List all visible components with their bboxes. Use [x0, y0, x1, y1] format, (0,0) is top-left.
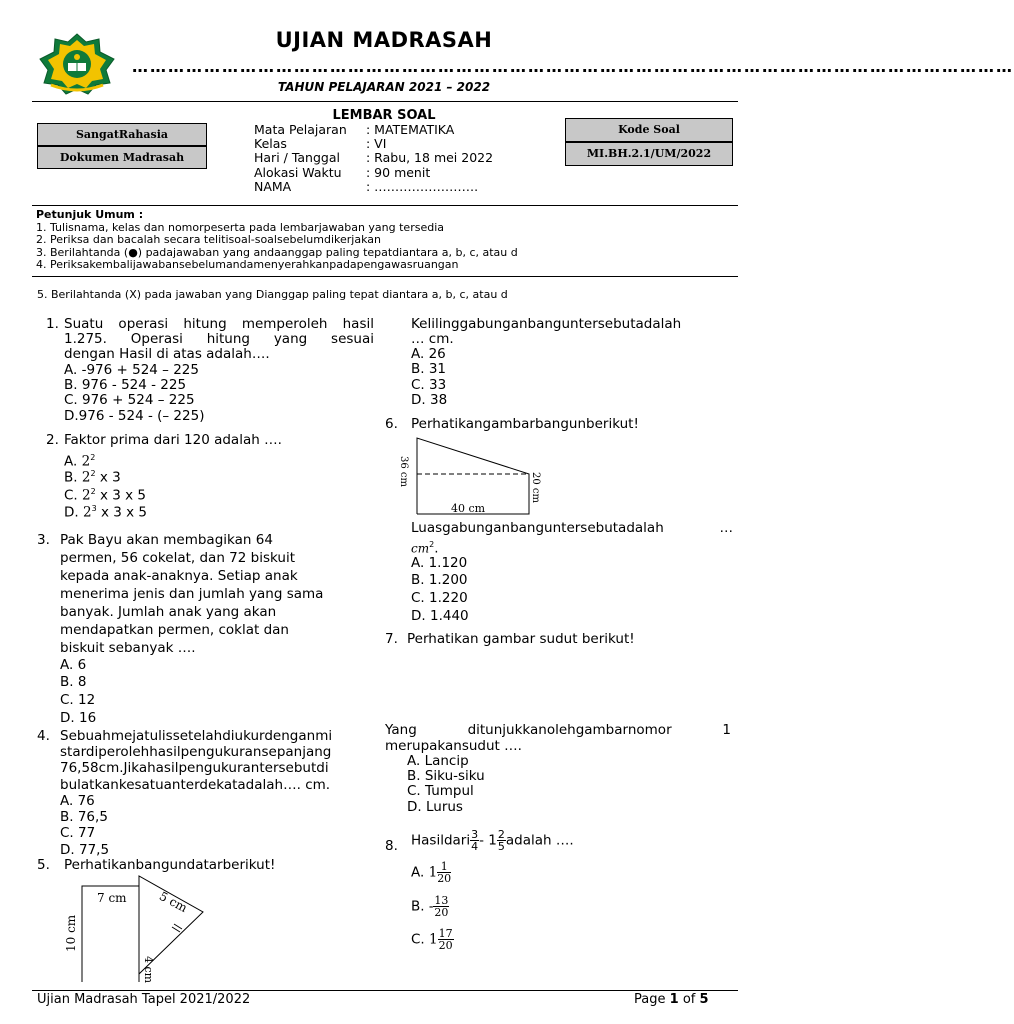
q7-option[interactable]: C. Tumpul — [407, 783, 474, 799]
q4-line: Sebuahmejatulissetelahdiukurdenganmi — [60, 728, 333, 744]
q7-line1: Yang ditunjukkanolehgambarnomor 1 — [385, 722, 731, 738]
q1-option[interactable]: B. 976 - 524 - 225 — [64, 377, 187, 393]
q1-line: Suatu operasi hitung memperoleh hasil — [64, 316, 374, 332]
q3-line: Pak Bayu akan membagikan 64 — [60, 532, 273, 548]
q6-cont: Luasgabunganbanguntersebutadalah … — [411, 520, 733, 536]
q8-option[interactable]: A. 1 $\frac{1}{20}$ — [411, 860, 452, 885]
q2-number: 2. — [46, 432, 59, 448]
q4-option[interactable]: C. 77 — [60, 825, 96, 841]
q5-label-7cm: 7 cm — [97, 891, 127, 905]
instruction-item: 3. Berilahtanda (●) padajawaban yang andaanggap paling tepatdiantara a, b, c, atau d — [36, 245, 518, 259]
q8-number: 8. — [385, 838, 398, 854]
q2-option[interactable]: C. $2^2$ x 3 x 5 — [64, 487, 147, 504]
q3-number: 3. — [37, 532, 50, 548]
exam-title: UJIAN MADRASAH — [275, 28, 493, 52]
q5-label-10cm: 10 cm — [64, 914, 78, 952]
q4-option[interactable]: A. 76 — [60, 793, 95, 809]
info-key: Kelas — [254, 136, 287, 151]
q6-label-40cm: 40 cm — [451, 502, 486, 515]
instruction-item: 2. Periksa dan bacalah secara telitisoal-soalsebelumdikerjakan — [36, 233, 381, 246]
q3-option[interactable]: A. 6 — [60, 657, 87, 673]
kode-soal-value: MI.BH.2.1/UM/2022 — [586, 147, 712, 160]
q1-option[interactable]: C. 976 + 524 – 225 — [64, 392, 195, 408]
q8-option-fraction: $\frac{13}{20}$ — [434, 894, 449, 919]
academic-year: TAHUN PELAJARAN 2021 – 2022 — [277, 80, 491, 94]
q4-line: bulatkankesatuanterdekatadalah…. cm. — [60, 777, 331, 793]
q4-line: stardiperolehhasilpengukuransepanjang — [60, 744, 332, 760]
info-value: : MATEMATIKA — [366, 122, 455, 137]
dokumen-madrasah-label: Dokumen Madrasah — [59, 151, 185, 164]
info-key: Mata Pelajaran — [254, 122, 347, 137]
q8-option-fraction: $\frac{1}{20}$ — [437, 860, 452, 885]
kode-soal-label: Kode Soal — [618, 123, 680, 136]
q3-line: mendapatkan permen, coklat dan — [60, 622, 289, 638]
q6-option[interactable]: B. 1.200 — [411, 572, 468, 588]
q5-cont-line: Kelilinggabunganbanguntersebutadalah — [411, 316, 682, 332]
info-value: : Rabu, 18 mei 2022 — [366, 150, 494, 165]
q1-line: 1.275. Operasi hitung yang sesuai — [64, 331, 374, 347]
q7-option[interactable]: A. Lancip — [407, 753, 469, 769]
q6-label-20cm: 20 cm — [530, 472, 541, 503]
title-dotted-line: ………………………………………………………………………………………………………………………………… — [132, 57, 1014, 76]
q8-fraction-1: $\frac{3}{4}$ — [471, 828, 479, 853]
info-key: Alokasi Waktu — [254, 165, 342, 180]
q7-option[interactable]: B. Siku-siku — [407, 768, 485, 784]
q7-number: 7. — [385, 631, 398, 647]
info-key: NAMA — [254, 179, 292, 194]
q6-option[interactable]: D. 1.440 — [411, 608, 469, 624]
q3-line: banyak. Jumlah anak yang akan — [60, 604, 277, 620]
q7-option[interactable]: D. Lurus — [407, 799, 463, 815]
q6-option[interactable]: C. 1.220 — [411, 590, 468, 606]
q5-option[interactable]: A. 26 — [411, 346, 446, 362]
q4-option[interactable]: B. 76,5 — [60, 809, 108, 825]
q5-option[interactable]: C. 33 — [411, 377, 447, 393]
q3-option[interactable]: C. 12 — [60, 692, 96, 708]
q3-option[interactable]: B. 8 — [60, 674, 87, 690]
q8-fraction-2: $\frac{2}{5}$ — [497, 828, 505, 853]
q1-line: dengan Hasil di atas adalah…. — [64, 346, 270, 362]
q3-line: menerima jenis dan jumlah yang sama — [60, 586, 324, 602]
q3-line: permen, 56 cokelat, dan 72 biskuit — [60, 550, 295, 566]
q2-option[interactable]: D. $2^3$ x 3 x 5 — [64, 504, 147, 521]
q6-label-36cm: 36 cm — [398, 456, 409, 487]
q1-number: 1. — [46, 316, 59, 332]
q3-line: kepada anak-anaknya. Setiap anak — [60, 568, 298, 584]
info-value: : VI — [366, 136, 387, 151]
q5-cont-line: … cm. — [411, 331, 454, 347]
q6-text: Perhatikangambarbangunberikut! — [411, 416, 639, 432]
q5-text: Perhatikanbangundatarberikut! — [64, 857, 276, 873]
q5-label-5cm: 5 cm — [156, 888, 190, 916]
instruction-item: 1. Tulisnama, kelas dan nomorpeserta pada lembarjawaban yang tersedia — [36, 220, 445, 234]
info-value: : ……………………. — [366, 179, 479, 194]
q4-option[interactable]: D. 77,5 — [60, 842, 110, 858]
footer-left: Ujian Madrasah Tapel 2021/2022 — [37, 992, 251, 1007]
q5-option[interactable]: D. 38 — [411, 392, 448, 408]
q6-number: 6. — [385, 416, 398, 432]
q6-option[interactable]: A. 1.120 — [411, 555, 468, 571]
instruction-item: 4. Periksakembalijawabansebelumandamenyerahkanpadapengawasruangan — [36, 258, 459, 271]
q4-number: 4. — [37, 728, 50, 744]
q6-figure — [395, 434, 555, 516]
q5-label-4cm: 4 cm — [142, 956, 155, 984]
footer-divider — [32, 990, 738, 991]
q3-option[interactable]: D. 16 — [60, 710, 97, 726]
instructions-title: Petunjuk Umum : — [36, 208, 144, 221]
instruction-item-5: 5. Berilahtanda (X) pada jawaban yang Dianggap paling tepat diantara a, b, c, atau d — [37, 288, 508, 301]
sangat-rahasia-label: SangatRahasia — [75, 128, 169, 141]
q1-option[interactable]: A. -976 + 524 – 225 — [64, 362, 199, 378]
q4-line: 76,58cm.Jikahasilpengukurantersebutdi — [60, 760, 329, 776]
q7-line2: merupakansudut …. — [385, 738, 522, 754]
q2-text: Faktor prima dari 120 adalah …. — [64, 432, 282, 448]
lembar-soal-heading: LEMBAR SOAL — [332, 108, 436, 123]
info-value: : 90 menit — [366, 165, 431, 180]
page-indicator: Page 1 of 5 — [634, 992, 709, 1007]
q7-text: Perhatikan gambar sudut berikut! — [407, 631, 635, 647]
q8-text: Hasildari $\frac{3}{4}$ - 1 $\frac{2}{5}$ adalah …. — [411, 828, 574, 853]
q5-option[interactable]: B. 31 — [411, 361, 447, 377]
q2-option[interactable]: B. $2^2$ x 3 — [64, 469, 121, 486]
q2-option[interactable]: A. $2^2$ — [64, 453, 96, 470]
q8-option[interactable]: C. 1 $\frac{17}{20}$ — [411, 927, 453, 952]
q8-option[interactable]: B. - $\frac{13}{20}$ — [411, 894, 449, 919]
q6-unit: $cm^2$. — [411, 540, 439, 557]
q3-line: biskuit sebanyak …. — [60, 640, 196, 656]
info-key: Hari / Tanggal — [254, 150, 340, 165]
q5-number: 5. — [37, 857, 50, 873]
q8-option-fraction: $\frac{17}{20}$ — [438, 927, 453, 952]
q1-option[interactable]: D.976 - 524 - (– 225) — [64, 408, 205, 424]
